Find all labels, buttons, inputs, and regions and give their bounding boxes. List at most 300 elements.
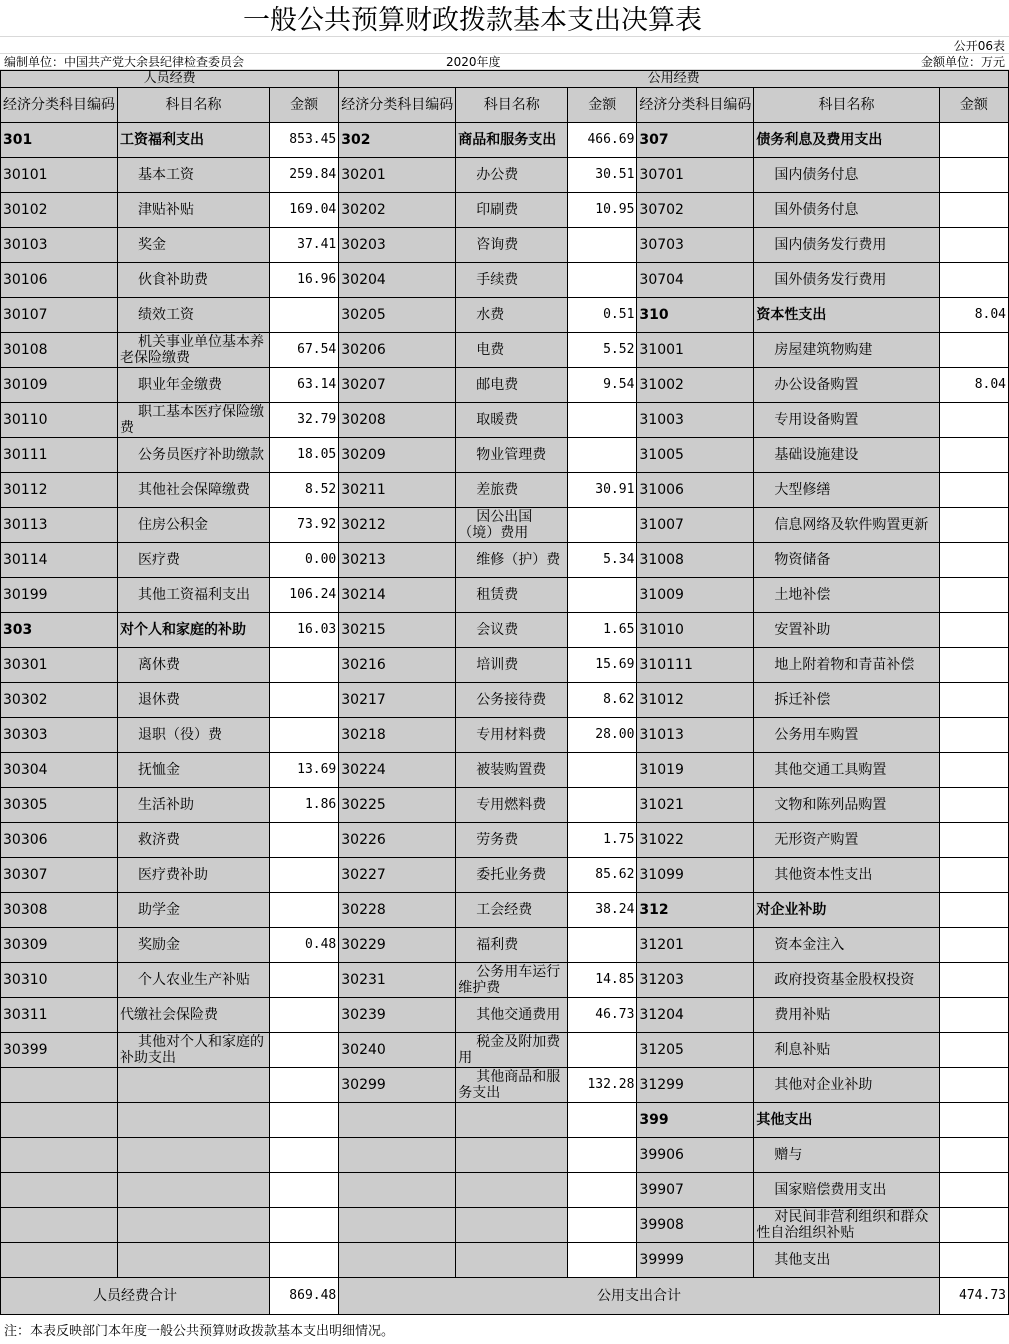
- page-title: 一般公共预算财政拨款基本支出决算表: [243, 5, 702, 36]
- amount-cell: [568, 403, 637, 438]
- code-cell: 31007: [637, 508, 754, 543]
- name-text: 物业管理费: [476, 447, 547, 463]
- amount-cell: [939, 823, 1008, 858]
- header-name: 科目名称: [118, 88, 270, 123]
- name-text: 利息补贴: [774, 1042, 831, 1058]
- name-text: 税金及附加费用: [458, 1034, 561, 1066]
- code-cell: 30399: [1, 1033, 118, 1068]
- name-text: 印刷费: [476, 202, 519, 218]
- table-row: [1, 193, 1009, 228]
- name-cell: [754, 193, 939, 228]
- header-name: 科目名称: [456, 88, 568, 123]
- amount-cell: [270, 963, 339, 998]
- name-text: 机关事业单位基本养老保险缴费: [120, 334, 264, 366]
- name-text: 委托业务费: [476, 867, 547, 883]
- amount-cell: [568, 1138, 637, 1173]
- name-cell: [118, 228, 270, 263]
- compiling-unit: 编制单位：中国共产党大余县纪律检查委员会: [4, 55, 245, 69]
- name-cell: [118, 1068, 270, 1103]
- amount-cell: [939, 928, 1008, 963]
- name-cell: [118, 928, 270, 963]
- amount-cell: [568, 1103, 637, 1138]
- name-cell: [456, 228, 568, 263]
- name-text: 住房公积金: [138, 517, 208, 533]
- name-text: 公务用车运行维护费: [458, 964, 561, 996]
- amount-cell: [270, 998, 339, 1033]
- amount-cell: [568, 1033, 637, 1068]
- amount-cell: 1.65: [568, 613, 637, 648]
- amount-cell: 10.95: [568, 193, 637, 228]
- name-cell: [456, 508, 568, 543]
- name-text: 办公设备购置: [774, 377, 859, 393]
- name-text: 津贴补贴: [138, 202, 194, 218]
- name-cell: [456, 1138, 568, 1173]
- code-cell: 31012: [637, 683, 754, 718]
- amount-cell: [568, 928, 637, 963]
- name-text: 维修（护）费: [476, 552, 561, 568]
- amount-cell: [939, 438, 1008, 473]
- name-cell: [118, 858, 270, 893]
- code-cell: 30199: [1, 578, 118, 613]
- name-text: 对企业补助: [756, 902, 827, 918]
- amount-cell: [568, 788, 637, 823]
- code-cell: [339, 1103, 456, 1138]
- name-text: 专用燃料费: [476, 797, 547, 813]
- name-text: 办公费: [476, 167, 519, 183]
- name-text: 国外债务付息: [774, 202, 859, 218]
- name-text: 其他社会保障缴费: [138, 482, 250, 498]
- name-cell: [118, 683, 270, 718]
- amount-cell: [939, 333, 1008, 368]
- name-text: 伙食补助费: [138, 272, 208, 288]
- name-text: 基础设施建设: [774, 447, 859, 463]
- table-row: [1, 333, 1009, 368]
- name-cell: [118, 158, 270, 193]
- table-row: [1, 438, 1009, 473]
- table-row: [1, 788, 1009, 823]
- header-code: 经济分类科目编码: [339, 88, 456, 123]
- name-cell: [456, 1243, 568, 1278]
- table-row: [1, 928, 1009, 963]
- code-cell: 301: [1, 123, 118, 158]
- table-row: [1, 998, 1009, 1033]
- code-cell: 30110: [1, 403, 118, 438]
- amount-cell: 16.96: [270, 263, 339, 298]
- amount-cell: [270, 298, 339, 333]
- name-cell: [754, 788, 939, 823]
- table-row: [1, 508, 1009, 543]
- amount-cell: [270, 648, 339, 683]
- name-cell: [456, 403, 568, 438]
- code-cell: 30301: [1, 648, 118, 683]
- code-cell: 31203: [637, 963, 754, 998]
- code-cell: 31005: [637, 438, 754, 473]
- amount-unit: 金额单位：万元: [920, 55, 1005, 69]
- personnel-total-value: 869.48: [270, 1278, 339, 1315]
- amount-cell: [939, 753, 1008, 788]
- name-text: 个人农业生产补贴: [138, 972, 250, 988]
- name-text: 公务员医疗补助缴款: [138, 447, 264, 463]
- name-text: 因公出国（境）费用: [458, 509, 533, 541]
- table-row: [1, 648, 1009, 683]
- code-cell: 30212: [339, 508, 456, 543]
- code-cell: 31201: [637, 928, 754, 963]
- amount-cell: 28.00: [568, 718, 637, 753]
- code-cell: 30307: [1, 858, 118, 893]
- name-cell: [118, 823, 270, 858]
- code-cell: [1, 1103, 118, 1138]
- name-text: 其他交通工具购置: [774, 762, 887, 778]
- code-cell: 30108: [1, 333, 118, 368]
- name-cell: [456, 928, 568, 963]
- name-cell: [456, 1068, 568, 1103]
- name-text: 房屋建筑物购建: [774, 342, 873, 358]
- name-cell: [118, 403, 270, 438]
- amount-cell: [939, 508, 1008, 543]
- name-cell: [456, 263, 568, 298]
- table-row: [1, 263, 1009, 298]
- name-cell: [456, 1103, 568, 1138]
- code-cell: 30101: [1, 158, 118, 193]
- code-cell: 30310: [1, 963, 118, 998]
- amount-cell: [270, 858, 339, 893]
- code-cell: 303: [1, 613, 118, 648]
- amount-cell: [568, 1173, 637, 1208]
- amount-cell: [939, 1138, 1008, 1173]
- code-cell: 30703: [637, 228, 754, 263]
- name-cell: [754, 928, 939, 963]
- name-cell: [754, 578, 939, 613]
- code-cell: 307: [637, 123, 754, 158]
- code-cell: 30102: [1, 193, 118, 228]
- code-cell: 31204: [637, 998, 754, 1033]
- name-cell: [456, 648, 568, 683]
- code-cell: [1, 1138, 118, 1173]
- code-cell: 30211: [339, 473, 456, 508]
- personnel-total-label: 人员经费合计: [1, 1278, 270, 1315]
- amount-cell: [270, 1208, 339, 1243]
- amount-cell: [939, 193, 1008, 228]
- name-text: 奖金: [138, 237, 166, 253]
- header-name: 科目名称: [754, 88, 939, 123]
- table-row: [1, 403, 1009, 438]
- name-cell: [754, 123, 939, 158]
- amount-cell: [270, 1173, 339, 1208]
- amount-cell: [270, 1068, 339, 1103]
- name-cell: [118, 963, 270, 998]
- name-text: 工资福利支出: [120, 132, 204, 148]
- name-text: 医疗费补助: [138, 867, 208, 883]
- name-cell: [754, 368, 939, 403]
- name-cell: [754, 228, 939, 263]
- expenditure-table: [0, 70, 1009, 1315]
- name-text: 培训费: [476, 657, 519, 673]
- name-text: 其他商品和服务支出: [458, 1069, 561, 1101]
- name-cell: [754, 648, 939, 683]
- group-public: 公用经费: [339, 71, 1009, 88]
- name-cell: [456, 158, 568, 193]
- name-text: 国内债务发行费用: [774, 237, 887, 253]
- name-cell: [118, 1033, 270, 1068]
- code-cell: 30206: [339, 333, 456, 368]
- public-total-value: 474.73: [939, 1278, 1008, 1315]
- name-cell: [118, 473, 270, 508]
- name-text: 抚恤金: [138, 762, 180, 778]
- amount-cell: [939, 473, 1008, 508]
- code-cell: 30113: [1, 508, 118, 543]
- name-cell: [118, 648, 270, 683]
- name-cell: [754, 683, 939, 718]
- amount-cell: [270, 718, 339, 753]
- name-text: 医疗费: [138, 552, 180, 568]
- amount-cell: [939, 228, 1008, 263]
- table-row: [1, 1173, 1009, 1208]
- amount-cell: [270, 1033, 339, 1068]
- name-text: 物资储备: [774, 552, 831, 568]
- name-text: 代缴社会保险费: [120, 1007, 218, 1023]
- code-cell: 30302: [1, 683, 118, 718]
- table-row: [1, 1033, 1009, 1068]
- code-cell: 39907: [637, 1173, 754, 1208]
- code-cell: 30214: [339, 578, 456, 613]
- amount-cell: 0.51: [568, 298, 637, 333]
- code-cell: 30303: [1, 718, 118, 753]
- code-cell: 30216: [339, 648, 456, 683]
- fiscal-year: 2020年度: [446, 55, 501, 69]
- amount-cell: 38.24: [568, 893, 637, 928]
- name-cell: [456, 578, 568, 613]
- amount-cell: [568, 263, 637, 298]
- table-row: [1, 1068, 1009, 1103]
- code-cell: [339, 1173, 456, 1208]
- code-cell: 30209: [339, 438, 456, 473]
- code-cell: 30109: [1, 368, 118, 403]
- code-cell: 310: [637, 298, 754, 333]
- amount-cell: 5.52: [568, 333, 637, 368]
- name-text: 水费: [476, 307, 505, 323]
- table-row: [1, 1138, 1009, 1173]
- code-cell: 30112: [1, 473, 118, 508]
- name-cell: [754, 613, 939, 648]
- name-cell: [754, 473, 939, 508]
- code-cell: 31010: [637, 613, 754, 648]
- code-cell: [1, 1243, 118, 1278]
- code-cell: 30218: [339, 718, 456, 753]
- amount-cell: 16.03: [270, 613, 339, 648]
- amount-cell: [939, 158, 1008, 193]
- code-cell: 30106: [1, 263, 118, 298]
- name-text: 其他资本性支出: [774, 867, 873, 883]
- code-cell: [1, 1173, 118, 1208]
- name-cell: [754, 718, 939, 753]
- code-cell: 30205: [339, 298, 456, 333]
- amount-cell: 853.45: [270, 123, 339, 158]
- amount-cell: [270, 683, 339, 718]
- name-text: 拆迁补偿: [774, 692, 831, 708]
- code-cell: 30311: [1, 998, 118, 1033]
- name-cell: [456, 613, 568, 648]
- name-cell: [118, 1208, 270, 1243]
- code-cell: 30204: [339, 263, 456, 298]
- amount-cell: 30.51: [568, 158, 637, 193]
- name-cell: [754, 263, 939, 298]
- name-text: 文物和陈列品购置: [774, 797, 887, 813]
- code-cell: 31006: [637, 473, 754, 508]
- name-text: 租赁费: [476, 587, 519, 603]
- amount-cell: [939, 123, 1008, 158]
- name-cell: [118, 123, 270, 158]
- name-text: 会议费: [476, 622, 519, 638]
- amount-cell: 466.69: [568, 123, 637, 158]
- amount-cell: 37.41: [270, 228, 339, 263]
- name-text: 其他支出: [774, 1252, 831, 1268]
- name-text: 赠与: [774, 1147, 803, 1163]
- name-cell: [754, 1208, 939, 1243]
- name-text: 咨询费: [476, 237, 519, 253]
- header-amount: 金额: [568, 88, 637, 123]
- code-cell: 30704: [637, 263, 754, 298]
- code-cell: [339, 1243, 456, 1278]
- code-cell: [339, 1208, 456, 1243]
- amount-cell: [568, 228, 637, 263]
- name-text: 资本金注入: [774, 937, 845, 953]
- name-text: 其他对个人和家庭的补助支出: [120, 1034, 264, 1066]
- table-row: [1, 1243, 1009, 1278]
- amount-cell: 32.79: [270, 403, 339, 438]
- name-cell: [118, 1138, 270, 1173]
- amount-cell: [939, 578, 1008, 613]
- name-cell: [456, 963, 568, 998]
- code-cell: 30208: [339, 403, 456, 438]
- name-text: 对个人和家庭的补助: [120, 622, 246, 638]
- name-text: 其他支出: [756, 1112, 813, 1128]
- name-text: 专用材料费: [476, 727, 547, 743]
- code-cell: 31003: [637, 403, 754, 438]
- name-text: 对民间非营利组织和群众性自治组织补贴: [756, 1209, 929, 1241]
- table-row: [1, 123, 1009, 158]
- name-cell: [456, 858, 568, 893]
- amount-cell: [568, 578, 637, 613]
- name-text: 土地补偿: [774, 587, 831, 603]
- name-text: 职工基本医疗保险缴费: [120, 404, 264, 436]
- name-text: 手续费: [476, 272, 519, 288]
- name-cell: [754, 1243, 939, 1278]
- code-cell: 30305: [1, 788, 118, 823]
- table-row: [1, 893, 1009, 928]
- name-cell: [456, 823, 568, 858]
- amount-cell: [939, 1103, 1008, 1138]
- code-cell: 30308: [1, 893, 118, 928]
- code-cell: 312: [637, 893, 754, 928]
- amount-cell: 8.04: [939, 298, 1008, 333]
- code-cell: 30224: [339, 753, 456, 788]
- code-cell: 31008: [637, 543, 754, 578]
- name-cell: [456, 998, 568, 1033]
- name-cell: [118, 998, 270, 1033]
- amount-cell: 0.48: [270, 928, 339, 963]
- amount-cell: 106.24: [270, 578, 339, 613]
- code-cell: 31099: [637, 858, 754, 893]
- table-row: [1, 718, 1009, 753]
- amount-cell: [939, 403, 1008, 438]
- name-text: 信息网络及软件购置更新: [774, 517, 929, 533]
- name-cell: [456, 1173, 568, 1208]
- name-text: 奖励金: [138, 937, 180, 953]
- amount-cell: 18.05: [270, 438, 339, 473]
- name-cell: [118, 298, 270, 333]
- name-text: 电费: [476, 342, 505, 358]
- code-cell: [1, 1208, 118, 1243]
- table-row: [1, 858, 1009, 893]
- code-cell: 31002: [637, 368, 754, 403]
- code-cell: 30114: [1, 543, 118, 578]
- amount-cell: [939, 1243, 1008, 1278]
- amount-cell: [939, 788, 1008, 823]
- name-cell: [118, 1173, 270, 1208]
- name-text: 劳务费: [476, 832, 519, 848]
- table-row: [1, 368, 1009, 403]
- table-row: [1, 753, 1009, 788]
- code-cell: 30227: [339, 858, 456, 893]
- name-cell: [118, 718, 270, 753]
- code-cell: 30203: [339, 228, 456, 263]
- name-cell: [754, 1173, 939, 1208]
- name-cell: [456, 123, 568, 158]
- code-cell: 30217: [339, 683, 456, 718]
- name-text: 费用补贴: [774, 1007, 831, 1023]
- amount-cell: 14.85: [568, 963, 637, 998]
- table-row: [1, 473, 1009, 508]
- code-cell: 39908: [637, 1208, 754, 1243]
- code-cell: 30309: [1, 928, 118, 963]
- code-cell: 39906: [637, 1138, 754, 1173]
- name-cell: [754, 823, 939, 858]
- amount-cell: 63.14: [270, 368, 339, 403]
- name-text: 离休费: [138, 657, 180, 673]
- name-text: 资本性支出: [756, 307, 827, 323]
- table-row: [1, 963, 1009, 998]
- code-cell: 30299: [339, 1068, 456, 1103]
- amount-cell: 13.69: [270, 753, 339, 788]
- code-cell: 30107: [1, 298, 118, 333]
- name-cell: [456, 893, 568, 928]
- code-cell: 30239: [339, 998, 456, 1033]
- amount-cell: 1.75: [568, 823, 637, 858]
- name-text: 专用设备购置: [774, 412, 859, 428]
- name-cell: [118, 1103, 270, 1138]
- name-cell: [754, 1068, 939, 1103]
- amount-cell: [270, 1138, 339, 1173]
- amount-cell: [939, 1208, 1008, 1243]
- amount-cell: [939, 683, 1008, 718]
- footnote: 注：本表反映部门本年度一般公共预算财政拨款基本支出明细情况。: [4, 1324, 395, 1339]
- code-cell: 30103: [1, 228, 118, 263]
- name-cell: [118, 613, 270, 648]
- name-text: 基本工资: [138, 167, 194, 183]
- name-text: 政府投资基金股权投资: [774, 972, 915, 988]
- name-cell: [456, 473, 568, 508]
- name-cell: [456, 1033, 568, 1068]
- amount-cell: [939, 613, 1008, 648]
- name-cell: [118, 368, 270, 403]
- code-cell: 31205: [637, 1033, 754, 1068]
- name-text: 退职（役）费: [138, 727, 222, 743]
- name-text: 救济费: [138, 832, 180, 848]
- name-text: 地上附着物和青苗补偿: [774, 657, 915, 673]
- code-cell: 31019: [637, 753, 754, 788]
- amount-cell: [939, 1068, 1008, 1103]
- table-row: [1, 683, 1009, 718]
